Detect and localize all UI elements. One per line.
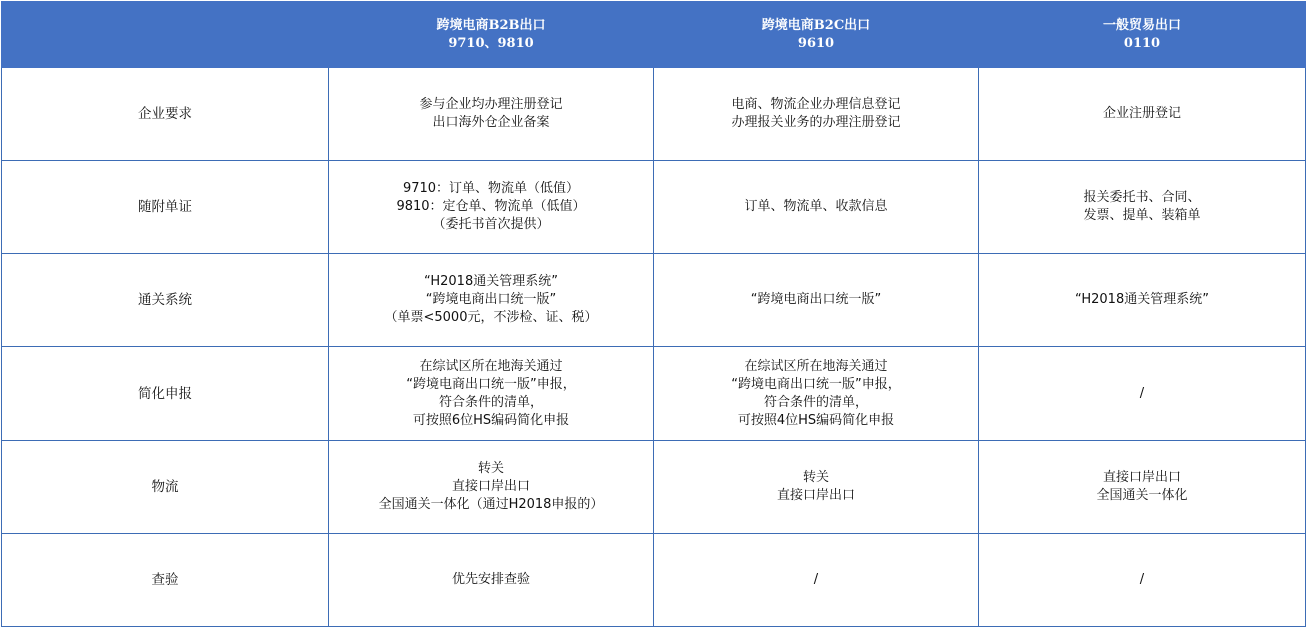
cell-line: 直接口岸出口	[1102, 469, 1181, 485]
cell-general-customs-system	[979, 254, 1306, 347]
cell-line: 报关委托书、合同、	[1083, 190, 1201, 206]
cell-line: 在综试区所在地海关通过	[419, 358, 563, 374]
cell-line: 全国通关一体化（通过H2018申报的）	[378, 496, 604, 512]
cell-line: 订单、物流单、收款信息	[744, 199, 888, 215]
row-label-customs-system: 通关系统	[2, 254, 329, 347]
cell-b2b-simplified-declaration	[329, 347, 654, 440]
cell-general-simplified-declaration	[979, 347, 1306, 440]
cell-general-accompanying-documents	[979, 161, 1306, 254]
cell-b2b-inspection	[329, 533, 654, 626]
cell-line: （单票<5000元，不涉检、证、税）	[384, 310, 598, 326]
header-row	[2, 2, 1306, 68]
cell-line: 可按照6位HS编码简化申报	[412, 412, 570, 428]
cell-b2c-logistics	[654, 440, 979, 533]
cell-line: 在综试区所在地海关通过	[744, 358, 888, 374]
header-b2c-title: 跨境电商B2C出口	[761, 17, 871, 33]
header-corner-cell	[2, 2, 329, 68]
cell-line: 直接口岸出口	[776, 487, 855, 503]
cell-line: 全国通关一体化	[1096, 487, 1188, 503]
row-label-inspection: 查验	[2, 533, 329, 626]
row-label-simplified-declaration: 简化申报	[2, 347, 329, 440]
header-general-trade-export	[979, 2, 1306, 68]
cell-line: “跨境电商出口统一版”申报，	[731, 376, 901, 392]
header-general-trade-code: 0110	[1123, 35, 1161, 51]
header-general-trade-title: 一般贸易出口	[1102, 17, 1181, 33]
cell-line: 符合条件的清单，	[763, 394, 868, 410]
cell-line: “跨境电商出口统一版”	[750, 292, 882, 308]
cell-line: 9710：订单、物流单（低值）	[402, 181, 580, 197]
cell-line: 直接口岸出口	[451, 478, 530, 494]
cell-line: 9810：定仓单、物流单（低值）	[396, 199, 586, 215]
row-label-accompanying-documents: 随附单证	[2, 161, 329, 254]
cell-b2c-enterprise-requirements	[654, 68, 979, 161]
cell-b2b-enterprise-requirements	[329, 68, 654, 161]
cell-line: “跨境电商出口统一版”申报，	[406, 376, 576, 392]
cell-general-enterprise-requirements	[979, 68, 1306, 161]
cell-line: 参与企业均办理注册登记	[419, 97, 563, 113]
table-row-accompanying-documents	[2, 161, 1306, 254]
cell-line: 符合条件的清单，	[438, 394, 543, 410]
cell-line: 办理报关业务的办理注册登记	[731, 115, 901, 131]
cell-b2b-customs-system	[329, 254, 654, 347]
header-b2c-export	[654, 2, 979, 68]
cell-line: 企业注册登记	[1102, 106, 1181, 122]
cell-b2c-simplified-declaration	[654, 347, 979, 440]
cell-line: 转关	[477, 460, 504, 476]
cell-line: 可按照4位HS编码简化申报	[737, 412, 895, 428]
cell-line: 出口海外仓企业备案	[432, 115, 550, 131]
table-row-enterprise-requirements	[2, 68, 1306, 161]
cell-line: 发票、提单、装箱单	[1083, 208, 1201, 224]
table-row-customs-system	[2, 254, 1306, 347]
table-row-inspection	[2, 533, 1306, 626]
cell-line: （委托书首次提供）	[432, 217, 550, 233]
header-b2b-export	[329, 2, 654, 68]
cell-line: 电商、物流企业办理信息登记	[731, 97, 901, 113]
cell-line: /	[1139, 571, 1145, 587]
table-row-logistics	[2, 440, 1306, 533]
cell-line: 转关	[802, 469, 829, 485]
cell-b2c-inspection	[654, 533, 979, 626]
row-label-logistics: 物流	[2, 440, 329, 533]
cell-line: “H2018通关管理系统”	[424, 274, 558, 290]
header-b2b-code: 9710、9810	[448, 35, 534, 51]
cell-b2c-customs-system	[654, 254, 979, 347]
cell-b2c-accompanying-documents	[654, 161, 979, 254]
cell-b2b-accompanying-documents	[329, 161, 654, 254]
cell-b2b-logistics	[329, 440, 654, 533]
cell-line: 优先安排查验	[451, 571, 530, 587]
cell-line: /	[1139, 385, 1145, 401]
header-b2c-code: 9610	[797, 35, 835, 51]
header-b2b-title: 跨境电商B2B出口	[436, 17, 546, 33]
table-row-simplified-declaration	[2, 347, 1306, 440]
cell-line: “H2018通关管理系统”	[1075, 292, 1209, 308]
export-mode-comparison-table	[1, 1, 1306, 627]
comparison-table-container	[1, 1, 1305, 627]
cell-line: “跨境电商出口统一版”	[425, 292, 557, 308]
cell-line: /	[813, 571, 819, 587]
cell-general-logistics	[979, 440, 1306, 533]
row-label-enterprise-requirements: 企业要求	[2, 68, 329, 161]
cell-general-inspection	[979, 533, 1306, 626]
